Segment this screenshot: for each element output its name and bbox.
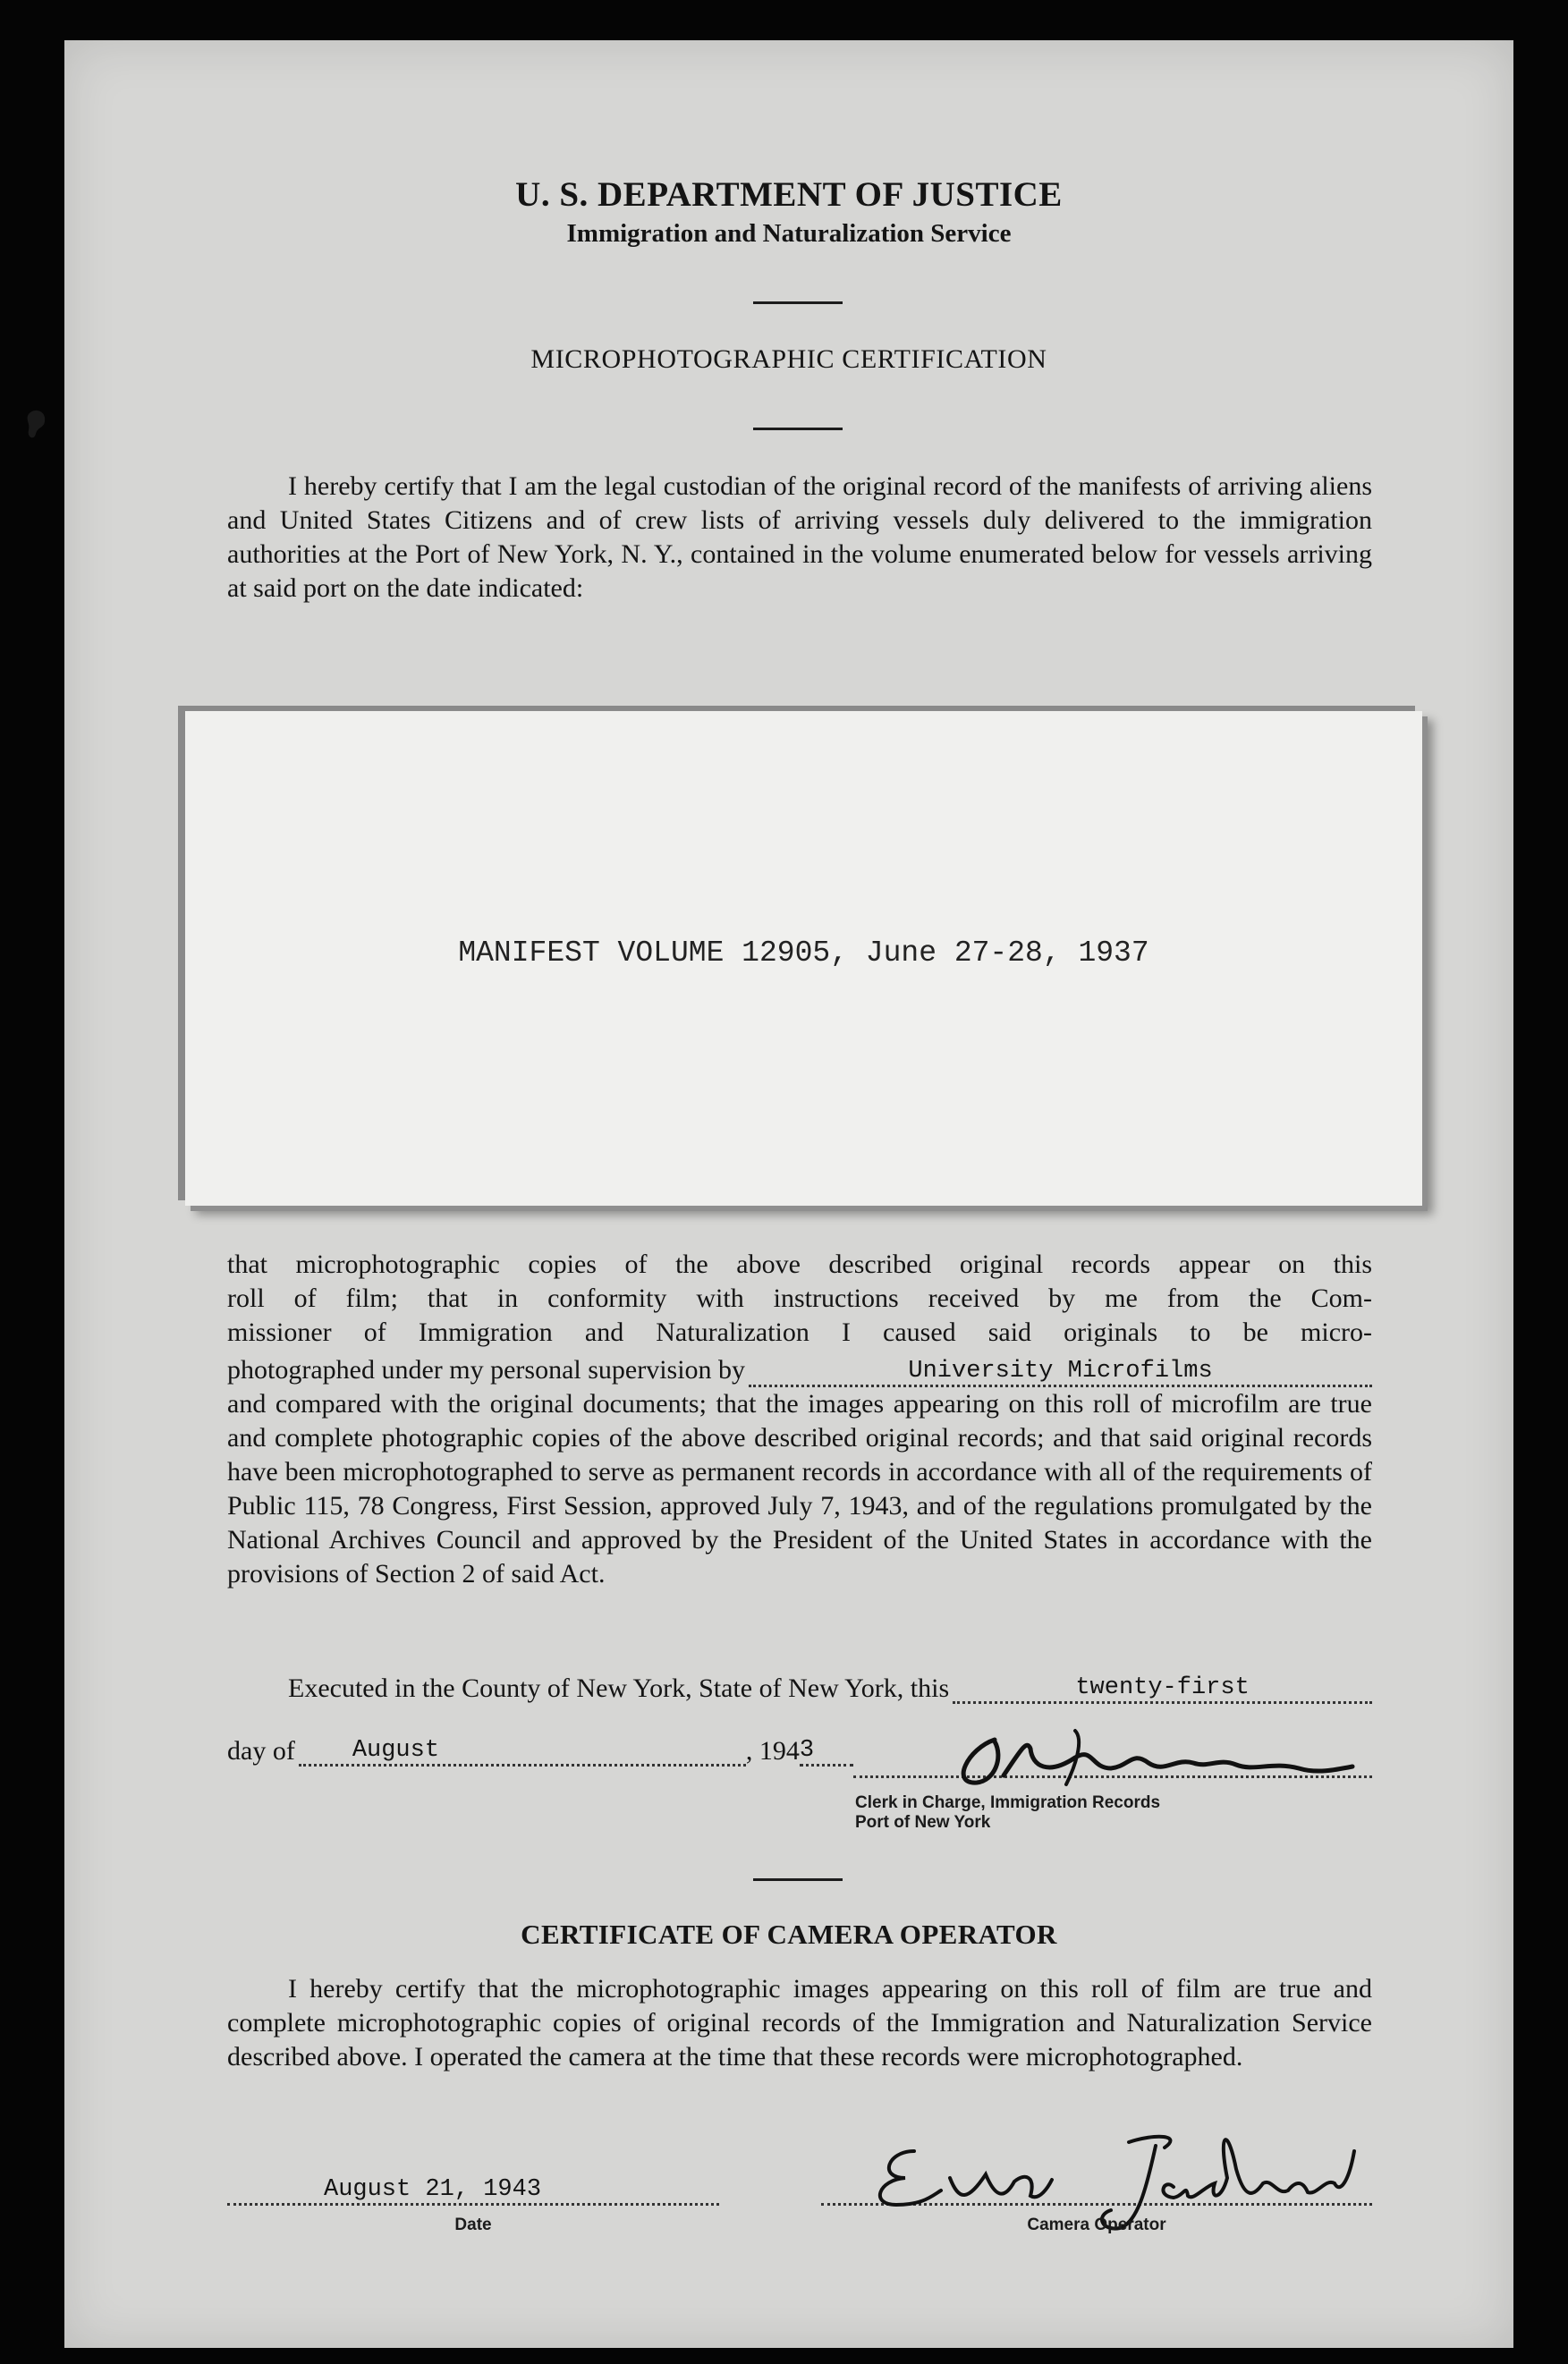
camera-date-fill: August 21, 1943 [324,2176,542,2203]
document-page [64,40,1513,2348]
execution-prefix: Executed in the County of New York, State of New York, this [288,1673,950,1703]
date-caption: Date [454,2216,492,2234]
intro-paragraph: I hereby certify that I am the legal custodian of the original record of the manifests of arriving aliens and United States Citizens and of crew lists of arriving vessels duly delivered to the immigration authorities at the Port of New York, N. Y., contained in the volume enumerated below for vessels arriving at said port on the date indicated: [227,471,1372,603]
day-fill: twenty-first [953,1674,1372,1704]
body-line: missioner of Immigration and Naturalization I caused said originals to be micro- [227,1318,1372,1347]
body-line: roll of film; that in conformity with instructions received by me from the Com- [227,1284,1372,1313]
body-line: that microphotographic copies of the above described original records appear on this [227,1250,1372,1279]
year-prefix: , 194 [745,1736,800,1766]
month-fill: August [299,1737,746,1767]
manifest-card [185,711,1422,1206]
date-signature-line [227,2203,719,2206]
year-fill: 3 [800,1737,853,1767]
certification-title: MICROPHOTOGRAPHIC CERTIFICATION [530,344,1047,374]
clerk-caption [855,1793,1160,1833]
film-blemish [25,407,48,443]
day-of-label: day of [227,1736,295,1766]
service-subheading: Immigration and Naturalization Service [566,219,1012,248]
clerk-location: Port of New York [855,1813,991,1832]
divider [753,428,843,430]
operator-caption: Camera Operator [1027,2216,1166,2234]
supervisor-fill: University Microfilms [749,1358,1372,1387]
body-paragraph [227,1248,1372,1591]
department-heading: U. S. DEPARTMENT OF JUSTICE [515,175,1063,214]
supervisor-prefix: photographed under my personal supervision by [227,1355,746,1385]
clerk-title: Clerk in Charge, Immigration Records [855,1793,1161,1812]
date-line [227,1736,853,1767]
execution-line [288,1673,1372,1704]
body-remainder: and compared with the original documents; that the images appearing on this roll of microfilm are true and complete photographic copies of the above described original records; and that said original records have been microphotographed to serve as permanent records in accordance with all of the requirements of Public 115, 78 Congress, First Session, approved July 7, 1943, and of the regulations promulgated by the National Archives Council and approved by the President of the United States in accordance with the provisions of Section 2 of said Act. [227,1389,1372,1589]
clerk-signature [941,1722,1370,1793]
divider [753,1878,843,1881]
manifest-volume-label: MANIFEST VOLUME 12905, June 27-28, 1937 [458,936,1149,970]
divider [753,301,843,304]
camera-paragraph: I hereby certify that the microphotographic images appearing on this roll of film are true and complete microphotographic copies of original records of the Immigration and Naturalization Service described above. I operated the camera at the time that these records were microphotographed. [227,1974,1372,2072]
camera-certificate-title: CERTIFICATE OF CAMERA OPERATOR [521,1919,1057,1950]
supervisor-line [227,1353,1372,1387]
